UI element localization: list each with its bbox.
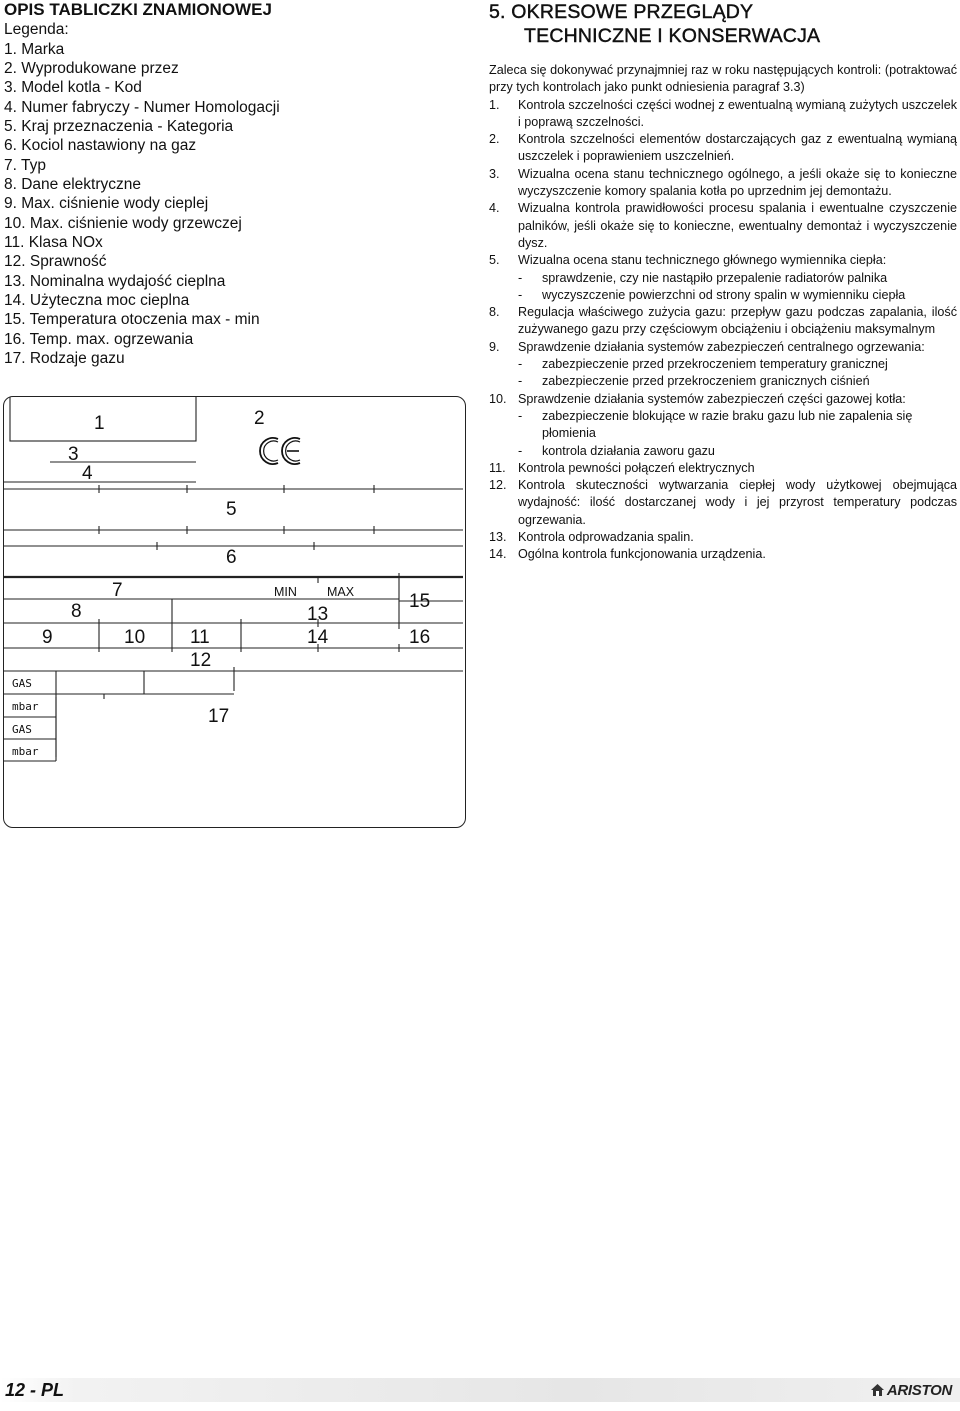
subitem-text: zabezpieczenie przed przekroczeniem temperatury granicznej	[542, 357, 888, 372]
section-heading-line2: TECHNICZNE I KONSERWACJA	[524, 25, 821, 47]
maintenance-item	[489, 546, 957, 563]
item-number: 1.	[489, 97, 500, 112]
maintenance-list	[489, 97, 957, 564]
item-text: Kontrola skuteczności wytwarzania ciepłej wody użytkowej obejmująca wydajność: ilość dostarczanej wody i jej przyrost temperatury podczas ogrzewania.	[518, 478, 957, 527]
item-text: Sprawdzenie działania systemów zabezpieczeń centralnego ogrzewania:	[518, 339, 925, 354]
min-label: MIN	[274, 585, 297, 599]
item-text: Wizualna kontrola prawidłowości procesu spalania i ewentualne czyszczenie palników, jeśli okaże się to konieczne, ewentualny demontaż i wyczyszczenie dysz.	[518, 201, 957, 250]
legend-item: 3. Model kotla - Kod	[4, 79, 142, 97]
legend-item: 10. Max. ciśnienie wody grzewczej	[4, 214, 242, 232]
item-text: Regulacja właściwego zużycia gazu: przepływ gazu podczas zapalania, ilość zużywanego gazu przy częściowym obciążeniu i obciążeniu maksymalnym	[518, 305, 957, 337]
legend-item: 17. Rodzaje gazu	[4, 350, 125, 368]
field-2: 2	[254, 408, 265, 429]
subitem-text: sprawdzenie, czy nie nastąpiło przepalenie radiatorów palnika	[542, 270, 888, 285]
item-number: 2.	[489, 132, 500, 147]
legend-subtitle: Legenda:	[4, 21, 69, 38]
item-text: Kontrola szczelności części wodnej z ewentualną wymianą zużytych uszczelek i poprawą szczelności.	[518, 97, 957, 129]
field-7: 7	[112, 580, 123, 601]
nameplate-diagram	[3, 396, 466, 828]
nameplate-drawing	[4, 397, 467, 829]
legend-item: 4. Numer fabryczy - Numer Homologacji	[4, 98, 280, 116]
maintenance-section	[489, 0, 957, 564]
mbar-label-1: mbar	[12, 700, 39, 713]
legend-item: 5. Kraj przeznaczenia - Kategoria	[4, 117, 234, 135]
item-text: Sprawdzenie działania systemów zabezpieczeń części gazowej kotła:	[518, 391, 906, 406]
legend-item: 7. Typ	[4, 156, 46, 174]
field-15: 15	[409, 591, 431, 612]
brand-name: ARISTON	[886, 1382, 952, 1399]
item-number: 3.	[489, 166, 500, 181]
subitem-text: wyczyszczenie powierzchni od strony spalin w wymienniku ciepła	[542, 287, 906, 302]
section-heading	[489, 0, 957, 48]
maintenance-item	[489, 391, 957, 460]
item-number: 4.	[489, 201, 500, 216]
maintenance-item	[489, 131, 957, 166]
field-3: 3	[68, 444, 79, 465]
subitem-text: zabezpieczenie blokujące w razie braku gazu lub nie zapalenia się płomienia	[542, 408, 913, 441]
maintenance-subitem	[518, 408, 957, 443]
item-text: Wizualna ocena stanu technicznego głównego wymiennika ciepła:	[518, 253, 887, 268]
field-10: 10	[124, 627, 146, 648]
legend-item: 13. Nominalna wydajość cieplna	[4, 272, 226, 290]
field-16: 16	[409, 627, 431, 648]
item-text: Kontrola pewności połączeń elektrycznych	[518, 460, 755, 475]
field-8: 8	[71, 601, 82, 622]
dash-bullet: -	[518, 287, 523, 302]
footer-bar	[0, 1378, 960, 1402]
dash-bullet: -	[518, 270, 523, 285]
legend-item: 14. Użyteczna moc cieplna	[4, 292, 190, 310]
item-number: 14.	[489, 547, 507, 562]
legend-list	[4, 40, 464, 369]
field-11: 11	[190, 627, 210, 648]
item-number: 13.	[489, 530, 507, 545]
brand-logo	[870, 1381, 952, 1401]
field-12: 12	[190, 650, 212, 671]
maintenance-item	[489, 200, 957, 252]
dash-bullet: -	[518, 443, 523, 458]
dash-bullet: -	[518, 374, 523, 389]
field-5: 5	[226, 499, 237, 520]
field-9: 9	[42, 627, 53, 648]
item-number: 10.	[489, 391, 507, 406]
field-6: 6	[226, 547, 237, 568]
item-text: Kontrola odprowadzania spalin.	[518, 530, 694, 545]
legend-item: 6. Kociol nastawiony na gaz	[4, 137, 197, 155]
item-text: Ogólna kontrola funkcjonowania urządzenia.	[518, 547, 766, 562]
maintenance-item	[489, 304, 957, 339]
field-13: 13	[307, 604, 329, 625]
field-17: 17	[208, 706, 230, 727]
max-label: MAX	[327, 585, 355, 599]
legend-title: OPIS TABLICZKI ZNAMIONOWEJ	[4, 0, 272, 19]
maintenance-item	[489, 166, 957, 201]
legend-item: 12. Sprawność	[4, 253, 107, 271]
legend-item: 9. Max. ciśnienie wody cieplej	[4, 195, 209, 213]
maintenance-item	[489, 460, 957, 477]
maintenance-item	[489, 252, 957, 304]
section-heading-line1: 5. OKRESOWE PRZEGLĄDY	[489, 1, 754, 23]
maintenance-subitem	[518, 270, 957, 287]
maintenance-item	[489, 529, 957, 546]
item-number: 8.	[489, 305, 500, 320]
legend-item: 16. Temp. max. ogrzewania	[4, 330, 194, 348]
legend-item: 11. Klasa NOx	[4, 234, 103, 252]
item-number: 9.	[489, 339, 500, 354]
item-text: Wizualna ocena stanu technicznego ogólnego, a jeśli okaże się to konieczne wyczyszczenie komory spalania kotła po uprzednim jej demontażu.	[518, 166, 957, 199]
item-number: 5.	[489, 253, 500, 268]
dash-bullet: -	[518, 357, 523, 372]
maintenance-subitem	[518, 287, 957, 304]
item-number: 11.	[489, 460, 506, 475]
legend-item: 15. Temperatura otoczenia max - min	[4, 311, 260, 329]
legend-item: 2. Wyprodukowane przez	[4, 59, 179, 77]
gas-label-2: GAS	[12, 723, 32, 736]
ariston-house-icon	[870, 1383, 885, 1397]
subitem-text: zabezpieczenie przed przekroczeniem granicznych ciśnień	[542, 374, 870, 389]
gas-label-1: GAS	[12, 677, 32, 690]
legend-item: 1. Marka	[4, 40, 65, 58]
maintenance-subitem	[518, 443, 957, 460]
legend-item: 8. Dane elektryczne	[4, 176, 141, 193]
maintenance-subitem	[518, 373, 957, 390]
field-4: 4	[82, 463, 93, 484]
item-number: 12.	[489, 478, 507, 493]
item-text: Kontrola szczelności elementów dostarczających gaz z ewentualną wymianą uszczelek i poprawieniem uszczelnień.	[518, 132, 957, 164]
maintenance-subitem	[518, 356, 957, 373]
nameplate-legend	[4, 0, 464, 368]
maintenance-item	[489, 477, 957, 529]
subitem-text: kontrola działania zaworu gazu	[542, 443, 715, 458]
maintenance-item	[489, 97, 957, 132]
field-1: 1	[94, 413, 105, 434]
field-14: 14	[307, 627, 329, 648]
mbar-label-2: mbar	[12, 745, 39, 758]
page-number: 12 - PL	[5, 1380, 65, 1400]
section-intro: Zaleca się dokonywać przynajmniej raz w roku następujących kontroli: (potraktować przy tych kontrolach jako punkt odniesienia paragraf 3.3)	[489, 63, 957, 95]
ce-mark-icon	[260, 438, 300, 464]
maintenance-item	[489, 339, 957, 391]
dash-bullet: -	[518, 408, 523, 423]
